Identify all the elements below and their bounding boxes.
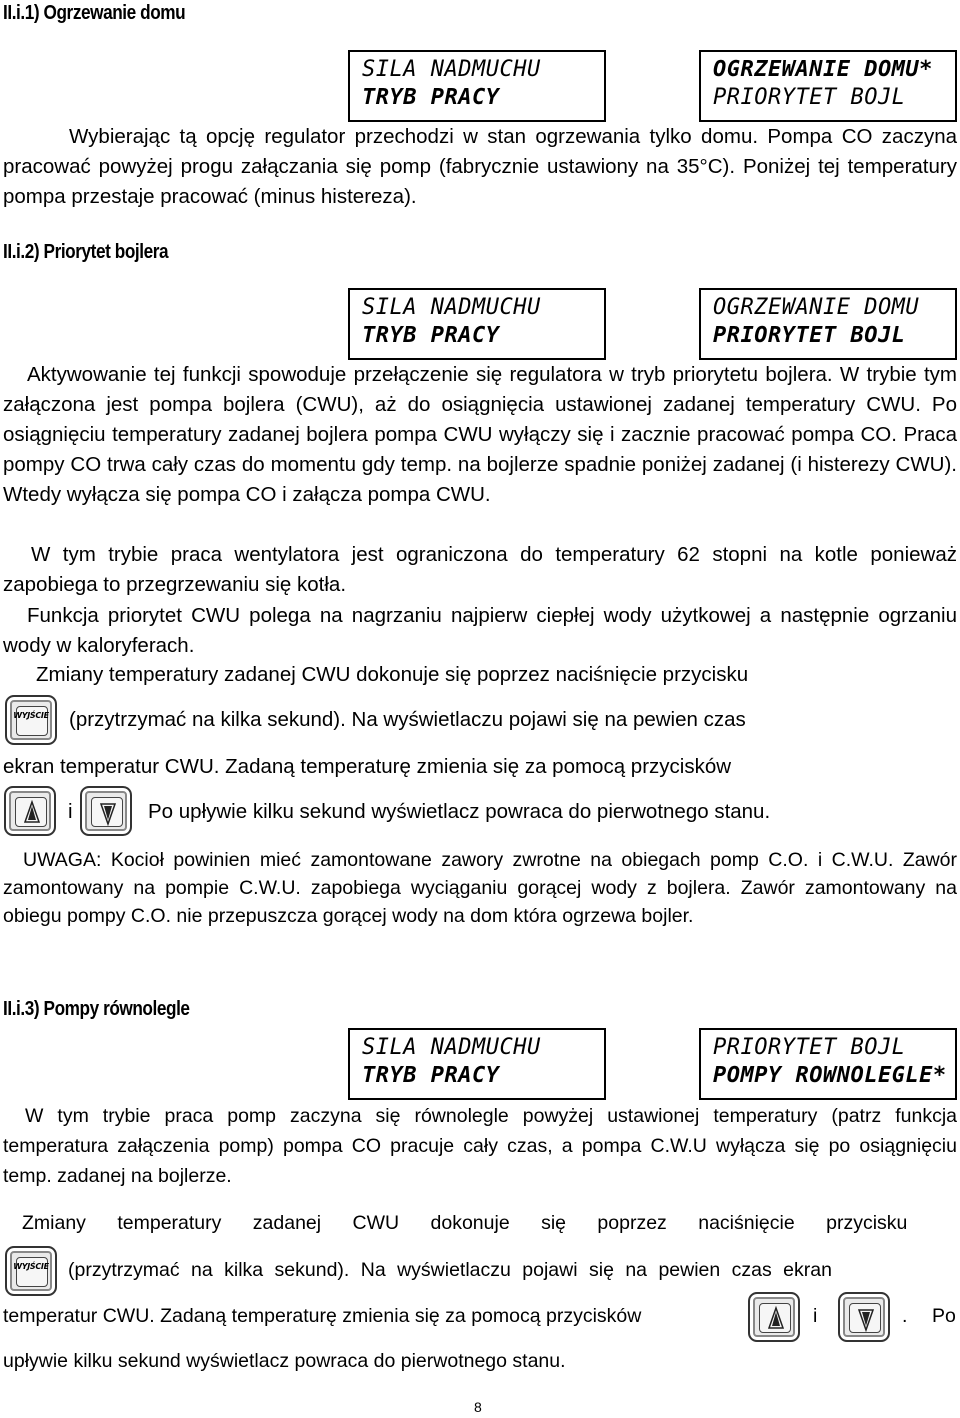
lcd-display-menu-right [699,288,957,360]
paragraph: Wybierając tą opcję regulator przechodzi w stan ogrzewania tylko domu. Pompa CO zaczyna pracować powyżej progu załączania się pomp (fabrycznie ustawiony na 35°C). Poniżej tej temperatury pompa przestaje pracować (minus histereza). [3,125,957,208]
lcd-line-1: OGRZEWANIE DOMU* [713,57,933,82]
lcd-line-2: TRYB PRACY [362,323,500,348]
lcd-line-1: SILA NADMUCHU [362,295,541,320]
text-line: temperatur CWU. Zadaną temperaturę zmienia się za pomocą przycisków [3,1305,642,1327]
down-arrow-button-icon [838,1292,890,1342]
lcd-line-1: SILA NADMUCHU [362,57,541,82]
lcd-display-menu-right [699,1028,957,1100]
paragraph: W tym trybie praca wentylatora jest ograniczona do temperatury 62 stopni na kotle ponieważ zapobiega to przegrzewaniu się kotła. [3,543,957,596]
text-line: upływie kilku sekund wyświetlacz powraca do pierwotnego stanu. [3,1350,566,1372]
warning-paragraph: UWAGA: Kocioł powinien mieć zamontowane zawory zwrotne na obiegach pomp C.O. i C.W.U. Zawór zamontowany na pompie C.W.U. zapobiega wyciąganiu gorącej wody z bojlera. Zawór zamontowany na obiegu pompy C.O. nie przepuszcza gorącej wody na dom która ogrzewa bojler. [3,849,957,927]
lcd-line-1: SILA NADMUCHU [362,1035,541,1060]
lcd-display-menu-right [699,50,957,122]
text-line: (przytrzymać na kilka sekund). Na wyświetlaczu pojawi się na pewien czas [69,708,746,731]
lcd-line-2: PRIORYTET BOJL [713,85,906,110]
paragraph: Funkcja priorytet CWU polega na nagrzaniu najpierw ciepłej wody użytkowej a następnie ogrzaniu wody w kaloryferach. [3,604,957,657]
text-line: Po upływie kilku sekund wyświetlacz powraca do pierwotnego stanu. [148,800,771,823]
lcd-line-2: POMPY ROWNOLEGLE* [713,1063,947,1088]
lcd-display-menu-left [348,1028,606,1100]
lcd-line-1: PRIORYTET BOJL [713,1035,906,1060]
lcd-line-1: OGRZEWANIE DOMU [713,295,920,320]
text-line: ekran temperatur CWU. Zadaną temperaturę zmienia się za pomocą przycisków [3,755,732,778]
conjunction-i: i [813,1305,818,1327]
section-heading-priorytet-bojlera: II.i.2) Priorytet bojlera [3,241,169,263]
down-arrow-button-icon [80,786,132,836]
conjunction-i: i [68,800,73,823]
paragraph: W tym trybie praca pomp zaczyna się równolegle powyżej ustawionej temperatury (patrz funkcja temperatura załączenia pomp) pompa CO pracuje cały czas, a pompa C.W.U wyłącza się po osiągnięciu temp. zadanej na bojlerze. [3,1105,957,1187]
text-fragment: Po [932,1305,956,1327]
section-heading-ogrzewanie-domu: II.i.1) Ogrzewanie domu [3,2,186,24]
period: . [902,1305,908,1327]
section-heading-pompy-rownolegle: II.i.3) Pompy równolegle [3,998,190,1020]
text-line: Zmiany temperatury zadanej CWU dokonuje się poprzez naciśnięcie przycisku [22,1212,908,1234]
lcd-display-menu-left [348,288,606,360]
paragraph: Aktywowanie tej funkcji spowoduje przełączenie się regulatora w tryb priorytetu bojlera. W trybie tym załączona jest pompa bojlera (CWU), aż do osiągnięcia ustawionej zadanej temperatury CWU. Po osiągnięciu temperatury zadanej bojlera pompa CWU wyłączy się i zacznie pracować pompa CO. Praca pompy CO trwa cały czas do momentu gdy temp. na bojlerze spadnie poniżej zadanej (i histerezy CWU). Wtedy wyłącza się pompa CO i załącza pompa CWU. [3,363,957,506]
lcd-line-2: TRYB PRACY [362,1063,500,1088]
up-arrow-button-icon [748,1292,800,1342]
exit-button-icon [5,695,57,745]
lcd-display-menu-left [348,50,606,122]
lcd-line-2: TRYB PRACY [362,85,500,110]
exit-button-icon [5,1246,57,1296]
text-line: Zmiany temperatury zadanej CWU dokonuje się poprzez naciśnięcie przycisku [36,663,749,686]
lcd-line-2: PRIORYTET BOJL [713,323,906,348]
exit-label: WYJŚCIE [13,711,49,720]
text-line: (przytrzymać na kilka sekund). Na wyświetlaczu pojawi się na pewien czas ekran [68,1259,832,1281]
page-number: 8 [474,1399,482,1415]
exit-label: WYJŚCIE [13,1262,49,1271]
up-arrow-button-icon [4,786,56,836]
